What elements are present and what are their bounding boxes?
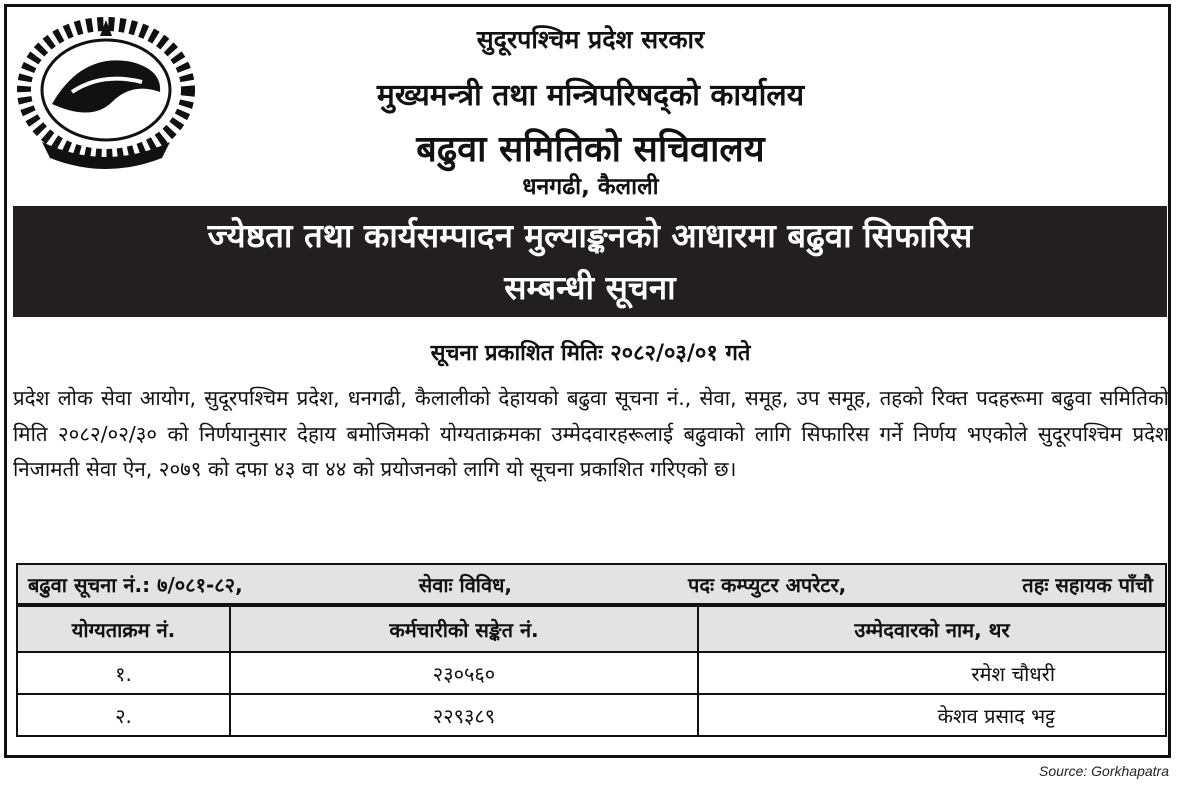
notice-details-row	[16, 563, 1167, 605]
header-location: धनगढी, कैलाली	[522, 174, 659, 200]
publication-date: सूचना प्रकाशित मितिः २०८२/०३/०१ गते	[430, 341, 751, 366]
source-credit: Source: Gorkhapatra	[1039, 763, 1169, 779]
notice-number: बढुवा सूचना नं.: ७/०८१-८२,	[28, 572, 243, 597]
cell-candidate-name: केशव प्रसाद भट्ट	[698, 694, 1166, 736]
col-header-candidate-name: उम्मेदवारको नाम, थर	[698, 606, 1166, 652]
col-header-employee-code: कर्मचारीको सङ्केत नं.	[230, 606, 698, 652]
header-secretariat: बढुवा समितिको सचिवालय	[416, 129, 765, 170]
banner-line-2: सम्बन्धी सूचना	[504, 268, 676, 307]
header-province: सुदूरपश्चिम प्रदेश सरकार	[476, 25, 705, 54]
cell-rank: २.	[17, 694, 230, 736]
service-label: सेवाः विविध,	[418, 572, 513, 597]
banner-line-1: ज्येष्ठता तथा कार्यसम्पादन मुल्याङ्कनको आधारमा बढुवा सिफारिस	[207, 216, 973, 255]
table-header-row	[17, 606, 1166, 652]
cell-candidate-name: रमेश चौधरी	[698, 652, 1166, 694]
col-header-rank: योग्यताक्रम नं.	[17, 606, 230, 652]
cell-rank: १.	[17, 652, 230, 694]
level-label: तहः सहायक पाँचौ	[1022, 572, 1153, 597]
notice-title-banner	[13, 206, 1167, 317]
header-office: मुख्यमन्त्री तथा मन्त्रिपरिषद्को कार्यालय	[376, 78, 805, 113]
post-label: पदः कम्प्युटर अपरेटर,	[688, 572, 847, 597]
candidates-table-wrap	[16, 563, 1167, 737]
cell-employee-code: २३०५६०	[230, 652, 698, 694]
candidates-table	[16, 605, 1167, 737]
table-row	[17, 694, 1166, 736]
cell-employee-code: २२९३८९	[230, 694, 698, 736]
table-row	[17, 652, 1166, 694]
notice-body: प्रदेश लोक सेवा आयोग, सुदूरपश्चिम प्रदेश, धनगढी, कैलालीको देहायको बढुवा सूचना नं., सेवा, समूह, उप समूह, तहको रिक्त पदहरूमा बढुवा समितिको मिति २०८२/०२/३० को निर्णयानुसार देहाय बमोजिमको योग्यताक्रमका उम्मेदवारहरूलाई बढुवाको लागि सिफारिस गर्ने निर्णय भएकोले सुदूरपश्चिम प्रदेश निजामती सेवा ऐन, २०७९ को दफा ४३ वा ४४ को प्रयोजनको लागि यो सूचना प्रकाशित गरिएको छ।	[13, 386, 1169, 481]
